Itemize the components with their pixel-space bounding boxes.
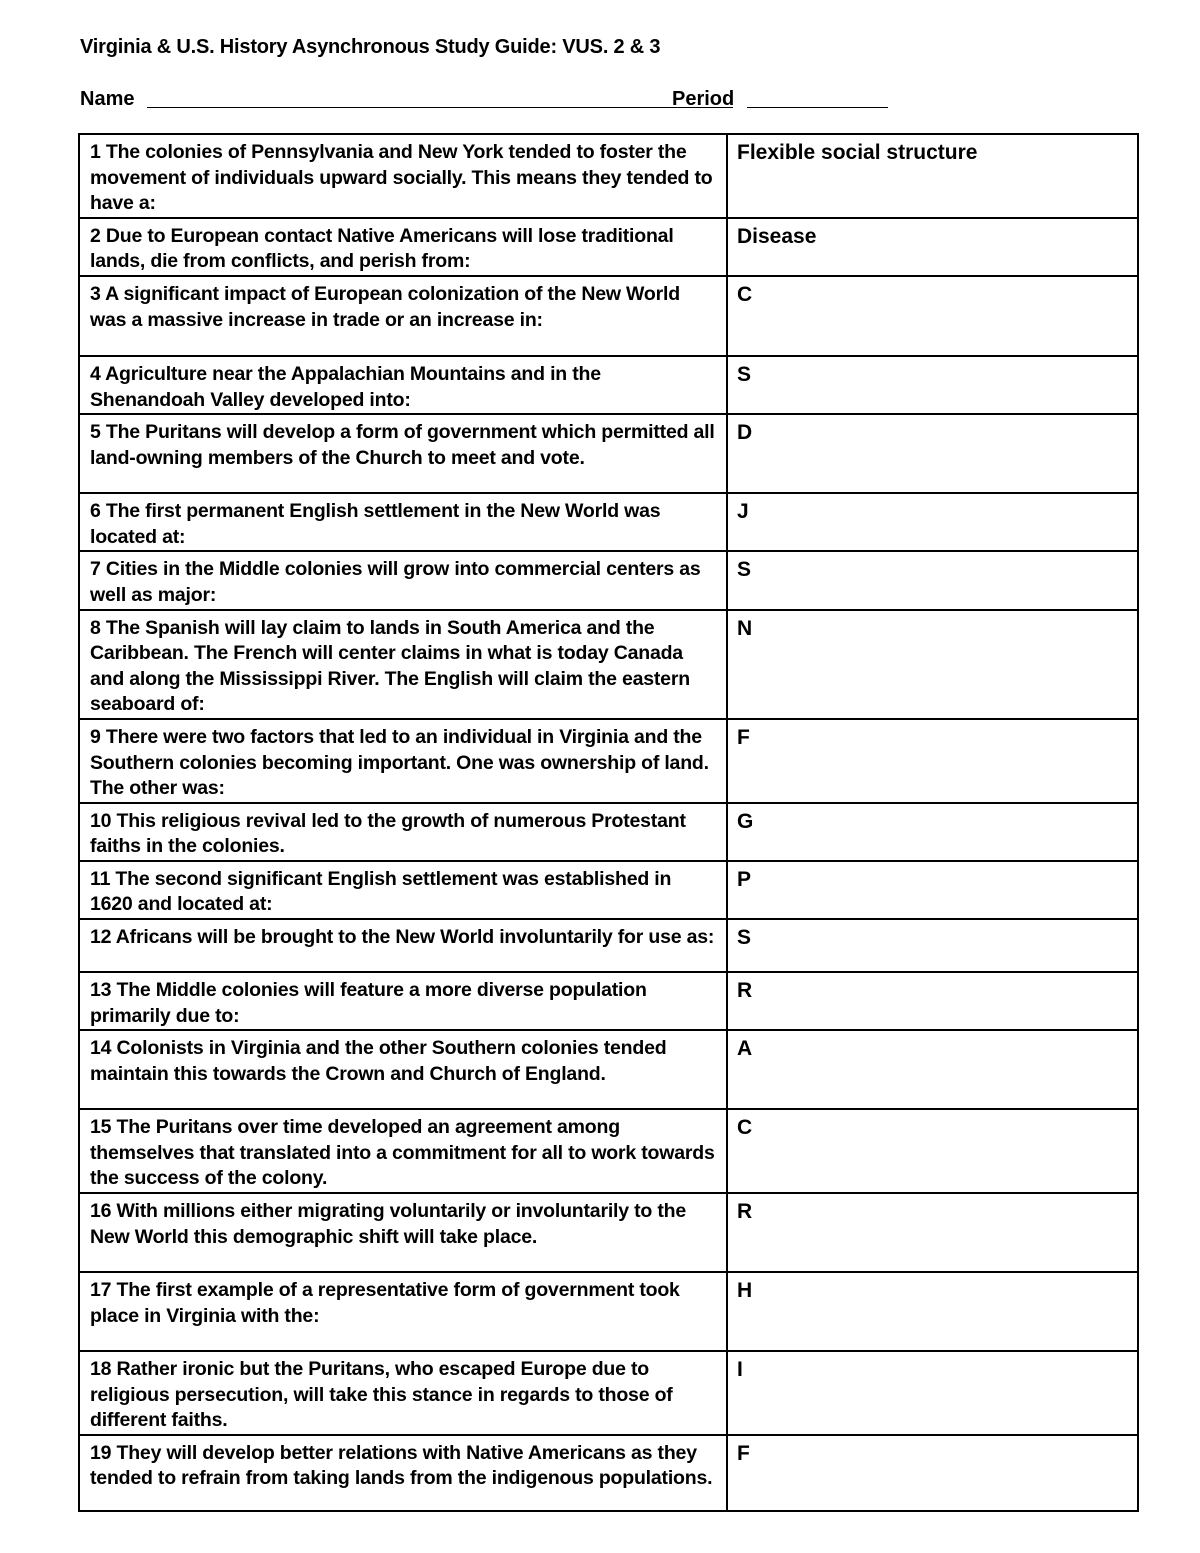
answer-cell: S — [727, 551, 1138, 609]
table-row — [79, 551, 1138, 609]
question-cell: 11 The second significant English settlement was established in 1620 and located at: — [79, 861, 727, 919]
table-row — [79, 1272, 1138, 1351]
answer-cell: N — [727, 610, 1138, 719]
answer-cell: S — [727, 919, 1138, 972]
table-row — [79, 414, 1138, 493]
question-cell: 6 The first permanent English settlement in the New World was located at: — [79, 493, 727, 551]
name-label: Name — [80, 88, 135, 110]
question-cell: 18 Rather ironic but the Puritans, who escaped Europe due to religious persecution, will take this stance in regards to those of different faiths. — [79, 1351, 727, 1435]
answer-cell: G — [727, 803, 1138, 861]
answer-cell: R — [727, 972, 1138, 1030]
table-row — [79, 972, 1138, 1030]
answer-cell: P — [727, 861, 1138, 919]
answer-cell: H — [727, 1272, 1138, 1351]
question-cell: 7 Cities in the Middle colonies will grow into commercial centers as well as major: — [79, 551, 727, 609]
table-row — [79, 356, 1138, 414]
answer-cell: C — [727, 1109, 1138, 1193]
answer-cell: C — [727, 276, 1138, 356]
table-row — [79, 919, 1138, 972]
question-cell: 19 They will develop better relations with Native Americans as they tended to refrain from taking lands from the indigenous populations. — [79, 1435, 727, 1511]
question-cell: 13 The Middle colonies will feature a more diverse population primarily due to: — [79, 972, 727, 1030]
table-row — [79, 1030, 1138, 1109]
answer-cell: I — [727, 1351, 1138, 1435]
question-cell: 2 Due to European contact Native Americans will lose traditional lands, die from conflicts, and perish from: — [79, 218, 727, 276]
table-row — [79, 1109, 1138, 1193]
question-cell: 12 Africans will be brought to the New World involuntarily for use as: — [79, 919, 727, 972]
question-cell: 15 The Puritans over time developed an agreement among themselves that translated into a commitment for all to work towards the success of the colony. — [79, 1109, 727, 1193]
question-cell: 16 With millions either migrating voluntarily or involuntarily to the New World this demographic shift will take place. — [79, 1193, 727, 1272]
page-title: Virginia & U.S. History Asynchronous Study Guide: VUS. 2 & 3 — [80, 36, 661, 58]
table-row — [79, 276, 1138, 356]
table-row — [79, 1351, 1138, 1435]
answer-cell: J — [727, 493, 1138, 551]
table-row — [79, 861, 1138, 919]
table-row — [79, 803, 1138, 861]
question-cell: 14 Colonists in Virginia and the other Southern colonies tended maintain this towards the Crown and Church of England. — [79, 1030, 727, 1109]
table-row — [79, 1193, 1138, 1272]
question-cell: 4 Agriculture near the Appalachian Mountains and in the Shenandoah Valley developed into: — [79, 356, 727, 414]
answer-cell: D — [727, 414, 1138, 493]
table-row — [79, 610, 1138, 719]
answer-cell: F — [727, 1435, 1138, 1511]
table-row — [79, 719, 1138, 803]
name-blank-line[interactable] — [147, 107, 733, 108]
question-cell: 8 The Spanish will lay claim to lands in South America and the Caribbean. The French will center claims in what is today Canada and along the Mississippi River. The English will claim the eastern seaboard of: — [79, 610, 727, 719]
question-cell: 10 This religious revival led to the growth of numerous Protestant faiths in the colonies. — [79, 803, 727, 861]
question-cell: 1 The colonies of Pennsylvania and New York tended to foster the movement of individuals upward socially. This means they tended to have a: — [79, 134, 727, 218]
answer-cell: Flexible social structure — [727, 134, 1138, 218]
table-row — [79, 134, 1138, 218]
study-guide-table — [78, 133, 1139, 1512]
period-blank-line[interactable] — [747, 107, 888, 108]
question-cell: 5 The Puritans will develop a form of government which permitted all land-owning members of the Church to meet and vote. — [79, 414, 727, 493]
table-row — [79, 218, 1138, 276]
answer-cell: S — [727, 356, 1138, 414]
question-cell: 17 The first example of a representative form of government took place in Virginia with the: — [79, 1272, 727, 1351]
name-period-row — [80, 88, 900, 112]
table-row — [79, 493, 1138, 551]
answer-cell: F — [727, 719, 1138, 803]
answer-cell: A — [727, 1030, 1138, 1109]
answer-cell: Disease — [727, 218, 1138, 276]
table-row — [79, 1435, 1138, 1511]
question-cell: 3 A significant impact of European colonization of the New World was a massive increase in trade or an increase in: — [79, 276, 727, 356]
question-cell: 9 There were two factors that led to an individual in Virginia and the Southern colonies becoming important. One was ownership of land. The other was: — [79, 719, 727, 803]
answer-cell: R — [727, 1193, 1138, 1272]
period-label: Period — [672, 88, 735, 110]
